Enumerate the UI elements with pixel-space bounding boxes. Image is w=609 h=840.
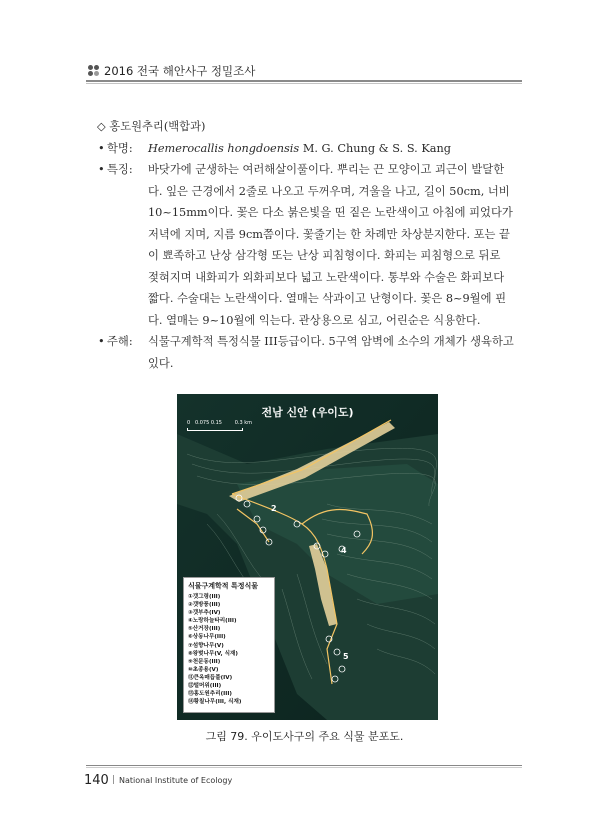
- footer-rule-thin: [86, 767, 522, 768]
- distribution-map-figure: [177, 394, 438, 720]
- zone-label: 2: [271, 504, 277, 513]
- legend-item: ⑪큰옥매듭풀(IV): [188, 674, 233, 681]
- scientific-name: Hemerocallis hongdoensis: [148, 141, 300, 155]
- map-legend: [183, 577, 275, 713]
- header-rule: [86, 80, 522, 82]
- features-line: 이 뾰족하고 난상 삼각형 또는 난상 피침형이다. 화피는 피침형으로 뒤로: [148, 249, 501, 262]
- legend-item: ⑧왕벚나무(V, 식재): [188, 650, 238, 657]
- notes-line: 식물구계학적 특정식물 III등급이다. 5구역 암벽에 소수의 개체가 생육하고: [148, 335, 514, 348]
- header-rule-thin: [86, 83, 522, 84]
- notes-entry: [91, 331, 531, 374]
- legend-item: ③갯부추(IV): [188, 610, 221, 617]
- legend-item: ⑦섬향나무(V): [188, 642, 224, 649]
- scientific-name-label: 학명:: [107, 141, 133, 155]
- map-title: 전남 신안 (우이도): [261, 406, 354, 419]
- legend-item: ①갯그령(III): [188, 594, 221, 600]
- features-entry: [91, 159, 531, 331]
- footer-rule: [86, 765, 522, 766]
- page-number: 140: [84, 773, 109, 788]
- legend-item: ⑨천문동(III): [188, 658, 221, 665]
- features-label: 특징:: [107, 163, 133, 176]
- notes-text: [148, 331, 531, 374]
- scale-bar: [187, 420, 252, 431]
- figure-caption: 그림 79. 우이도사구의 주요 식물 분포도.: [205, 730, 404, 743]
- footer-separator: |: [112, 775, 116, 785]
- species-heading: ◇ 홍도원추리(백합과): [97, 120, 206, 133]
- legend-item: ⑫털머위(III): [188, 683, 222, 690]
- legend-item: ⑭황칠나무(III, 식재): [188, 699, 242, 706]
- scientific-authors: M. G. Chung & S. S. Kang: [302, 141, 452, 155]
- legend-item: ⑩초종용(V): [188, 666, 219, 673]
- features-line: 짧다. 수술대는 노란색이다. 열매는 삭과이고 난형이다. 꽃은 8~9월에 핀: [148, 292, 506, 305]
- features-line: 바닷가에 군생하는 여러해살이풀이다. 뿌리는 끈 모양이고 괴근이 발달한: [148, 163, 505, 176]
- legend-title: 식물구계학적 특정식물: [188, 582, 259, 590]
- features-line: 다. 열매는 9~10월에 익는다. 관상용으로 심고, 어린순은 식용한다.: [148, 313, 481, 327]
- legend-item: ②갯방풍(III): [188, 602, 221, 609]
- bullet: •: [98, 141, 105, 155]
- footer-institute: National Institute of Ecology: [119, 776, 233, 785]
- features-line: 젖혀지며 내화피가 외화피보다 넓고 노란색이다. 통부와 수술은 화피보다: [148, 270, 505, 284]
- features-line: 10~15mm이다. 꽃은 다소 붉은빛을 띤 짙은 노란색이고 아침에 피었다가: [148, 206, 513, 219]
- bullet: •: [98, 335, 105, 348]
- notes-line: 있다.: [148, 356, 174, 370]
- legend-item: ④노랑하늘타리(III): [188, 618, 237, 625]
- scale-bar-line: [187, 428, 243, 431]
- running-header: 2016 전국 해안사구 정밀조사: [104, 64, 256, 78]
- scale-ticks: 0 0.075 0.15 0.3 km: [187, 420, 253, 426]
- zone-label: 5: [343, 652, 349, 661]
- features-line: 다. 잎은 근경에서 2줄로 나오고 두꺼우며, 겨울을 나고, 길이 50cm, 너비: [148, 184, 510, 198]
- legend-item: ⑬홍도원추리(III): [188, 691, 232, 698]
- legend-item: ⑤산거장(III): [188, 626, 221, 633]
- species-section: [91, 116, 531, 374]
- header-dots-icon: [88, 65, 100, 77]
- features-line: 저녁에 지며, 지름 9cm쯤이다. 꽃줄기는 한 차례만 차상분지한다. 포는 끝: [148, 227, 510, 241]
- bullet: •: [98, 163, 105, 176]
- scientific-name-entry: [91, 138, 531, 160]
- notes-label: 주해:: [107, 335, 133, 348]
- legend-item: ⑥상동나무(III): [188, 634, 226, 641]
- features-text: [148, 159, 531, 331]
- zone-label: 4: [341, 546, 347, 555]
